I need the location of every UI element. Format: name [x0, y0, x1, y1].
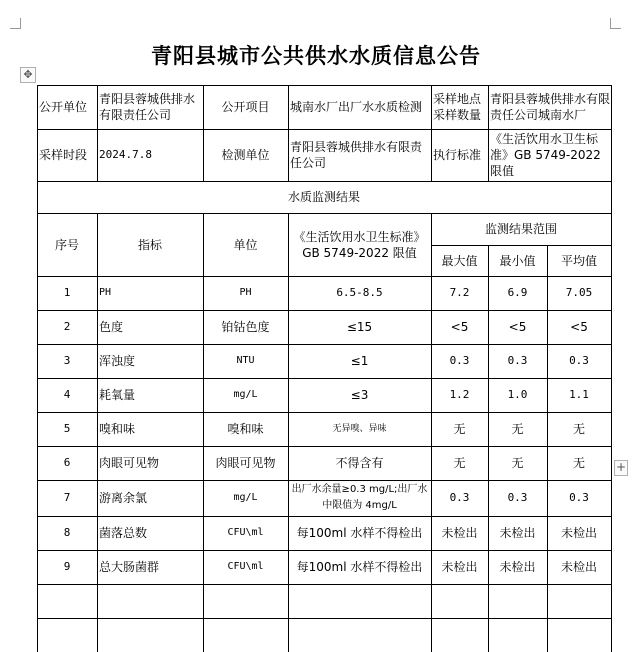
table-move-handle-icon[interactable]: ✥: [20, 67, 36, 83]
cell-avg: 无: [572, 422, 585, 436]
header-min: 最小值: [499, 253, 536, 268]
cell-min: 未检出: [499, 560, 536, 574]
cell-indicator: 耗氧量: [99, 388, 136, 402]
cell-indicator: 游离余氯: [99, 491, 148, 505]
cell-limit: 6.5-8.5: [336, 286, 383, 299]
cell-indicator: 菌落总数: [99, 526, 148, 540]
pub-item-label: 公开项目: [221, 100, 270, 114]
header-indicator: 指标: [137, 237, 162, 252]
document-title: 青阳县城市公共供水水质信息公告: [151, 44, 481, 68]
cell-max: 1.2: [449, 388, 470, 401]
sample-location-label: 采样地点采样数量: [433, 92, 482, 122]
header-seq: 序号: [54, 237, 79, 252]
header-limit-line2: GB 5749-2022 限值: [302, 245, 417, 260]
cell-indicator: 肉眼可见物: [99, 456, 160, 470]
cell-seq: 6: [63, 456, 71, 469]
cell-avg: 0.3: [569, 491, 589, 504]
cell-min: 无: [511, 422, 524, 436]
cell-min: 1.0: [507, 388, 528, 401]
cell-limit: 每100ml 水样不得检出: [296, 560, 423, 574]
cell-avg: 未检出: [560, 526, 597, 540]
cell-min: 无: [511, 456, 524, 470]
test-unit-value: 青阳县蓉城供排水有限责任公司: [290, 140, 423, 170]
cell-unit: 铂钴色度: [221, 320, 270, 334]
page-corner-mark-top-left: [10, 18, 21, 29]
cell-avg: <5: [570, 320, 588, 334]
sample-time-value: 2024.7.8: [99, 148, 152, 161]
cell-limit: 不得含有: [335, 456, 384, 470]
cell-avg: 0.3: [569, 354, 589, 367]
cell-seq: 8: [63, 526, 71, 539]
pub-item-value: 城南水厂出厂水水质检测: [290, 100, 423, 114]
page-corner-mark-top-right: [610, 18, 621, 29]
cell-min: 0.3: [507, 354, 528, 367]
cell-seq: 2: [63, 320, 71, 333]
pub-unit-label: 公开单位: [39, 100, 88, 114]
cell-indicator: 总大肠菌群: [99, 560, 160, 574]
cell-min: 0.3: [507, 491, 528, 504]
cell-seq: 7: [63, 491, 71, 504]
cell-min: 6.9: [507, 286, 528, 299]
standard-value: 《生活饮用水卫生标准》GB 5749-2022 限值: [490, 132, 601, 178]
standard-label: 执行标准: [433, 148, 482, 162]
cell-indicator: 色度: [99, 320, 124, 334]
cell-limit: ≤3: [350, 388, 369, 402]
header-unit: 单位: [233, 237, 258, 252]
cell-max: 0.3: [449, 491, 470, 504]
cell-max: 无: [453, 422, 466, 436]
section-title: 水质监测结果: [287, 190, 360, 204]
header-limit-line1: 《生活饮用水卫生标准》: [293, 229, 426, 244]
cell-min: <5: [508, 320, 527, 334]
cell-unit: mg/L: [233, 492, 258, 503]
test-unit-label: 检测单位: [221, 148, 270, 162]
cell-limit: ≤15: [346, 320, 373, 334]
header-range: 监测结果范围: [484, 222, 557, 236]
cell-max: 未检出: [441, 526, 478, 540]
cell-max: <5: [450, 320, 469, 334]
header-avg: 平均值: [560, 253, 597, 268]
cell-unit: CFU\ml: [227, 561, 264, 572]
cell-avg: 无: [572, 456, 585, 470]
cell-limit: 出厂水余量≥0.3 mg/L;出厂水中限值为 4mg/L: [291, 484, 428, 511]
cell-min: 未检出: [499, 526, 536, 540]
cell-seq: 5: [63, 422, 71, 435]
cell-unit: CFU\ml: [227, 527, 264, 538]
cell-avg: 1.1: [569, 388, 589, 401]
cell-indicator: 浑浊度: [99, 354, 136, 368]
cell-max: 0.3: [449, 354, 470, 367]
cell-limit: 每100ml 水样不得检出: [296, 526, 423, 540]
cell-indicator: 嗅和味: [99, 422, 136, 436]
grid-line: [37, 584, 612, 585]
cell-seq: 1: [63, 286, 71, 299]
cell-seq: 3: [63, 354, 71, 367]
cell-avg: 7.05: [565, 286, 593, 299]
sample-location-value: 青阳县蓉城供排水有限责任公司城南水厂: [490, 92, 611, 122]
header-max: 最大值: [441, 253, 478, 268]
cell-unit: PH: [239, 287, 252, 298]
cell-max: 无: [453, 456, 466, 470]
sample-time-label: 采样时段: [39, 148, 88, 162]
grid-line: [611, 85, 612, 652]
cell-unit: 嗅和味: [227, 422, 264, 436]
cell-indicator: PH: [99, 287, 112, 298]
cell-limit: ≤1: [350, 354, 369, 368]
cell-max: 未检出: [441, 560, 478, 574]
cell-unit: 肉眼可见物: [215, 456, 276, 470]
cell-avg: 未检出: [560, 560, 597, 574]
cell-seq: 9: [63, 560, 71, 573]
pub-unit-value: 青阳县蓉城供排水有限责任公司: [99, 92, 196, 122]
cell-seq: 4: [63, 388, 71, 401]
header-limit: [288, 213, 431, 276]
cell-unit: mg/L: [233, 389, 258, 400]
add-column-icon[interactable]: +: [615, 460, 627, 474]
cell-max: 7.2: [449, 286, 470, 299]
cell-limit: 无异嗅、异味: [332, 424, 387, 434]
grid-line: [37, 618, 612, 619]
cell-unit: NTU: [236, 355, 255, 366]
